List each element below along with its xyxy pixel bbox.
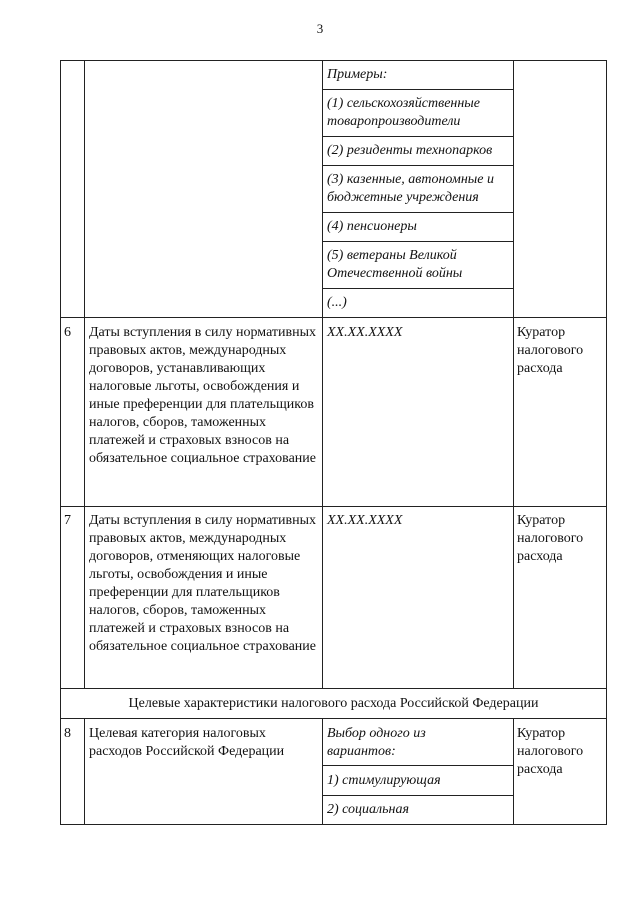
example-item: (4) пенсионеры <box>327 219 417 234</box>
example-item: (...) <box>327 295 347 310</box>
example-item: (3) казенные, автономные и бюджетные учреждения <box>327 172 494 205</box>
row-value: XX.XX.XXXX <box>327 325 403 340</box>
row-value: XX.XX.XXXX <box>327 513 403 528</box>
row-responsible: Куратор налогового расхода <box>517 726 584 777</box>
section-header: Целевые характеристики налогового расхода Российской Федерации <box>128 696 539 711</box>
row-description: Даты вступления в силу нормативных правовых актов, международных договоров, устанавливающих налоговые льготы, освобождения и иные преференции для плательщиков налогов, сборов, таможенных платежей и страховых взносов на обязательное социальное страхование <box>89 325 317 466</box>
option-item: 2) социальная <box>327 802 409 817</box>
example-item: (1) сельскохозяйственные товаропроизводители <box>327 96 480 129</box>
row-number: 6 <box>64 325 71 340</box>
row-description: Даты вступления в силу нормативных правовых актов, международных договоров, отменяющих налоговые льготы, освобождения и иные преференции для плательщиков налогов, сборов, таможенных платежей и страховых взносов на обязательное социальное страхование <box>89 513 317 654</box>
choice-header: Выбор одного из вариантов: <box>327 726 426 759</box>
row-number: 8 <box>64 726 71 741</box>
example-item: (5) ветераны Великой Отечественной войны <box>327 248 463 281</box>
row-responsible: Куратор налогового расхода <box>517 325 584 376</box>
row-description: Целевая категория налоговых расходов Российской Федерации <box>89 726 285 759</box>
page-number: 3 <box>316 21 324 36</box>
examples-header: Примеры: <box>327 67 388 82</box>
example-item: (2) резиденты технопарков <box>327 143 493 158</box>
row-number: 7 <box>64 513 71 528</box>
option-item: 1) стимулирующая <box>327 773 441 788</box>
row-responsible: Куратор налогового расхода <box>517 513 584 564</box>
